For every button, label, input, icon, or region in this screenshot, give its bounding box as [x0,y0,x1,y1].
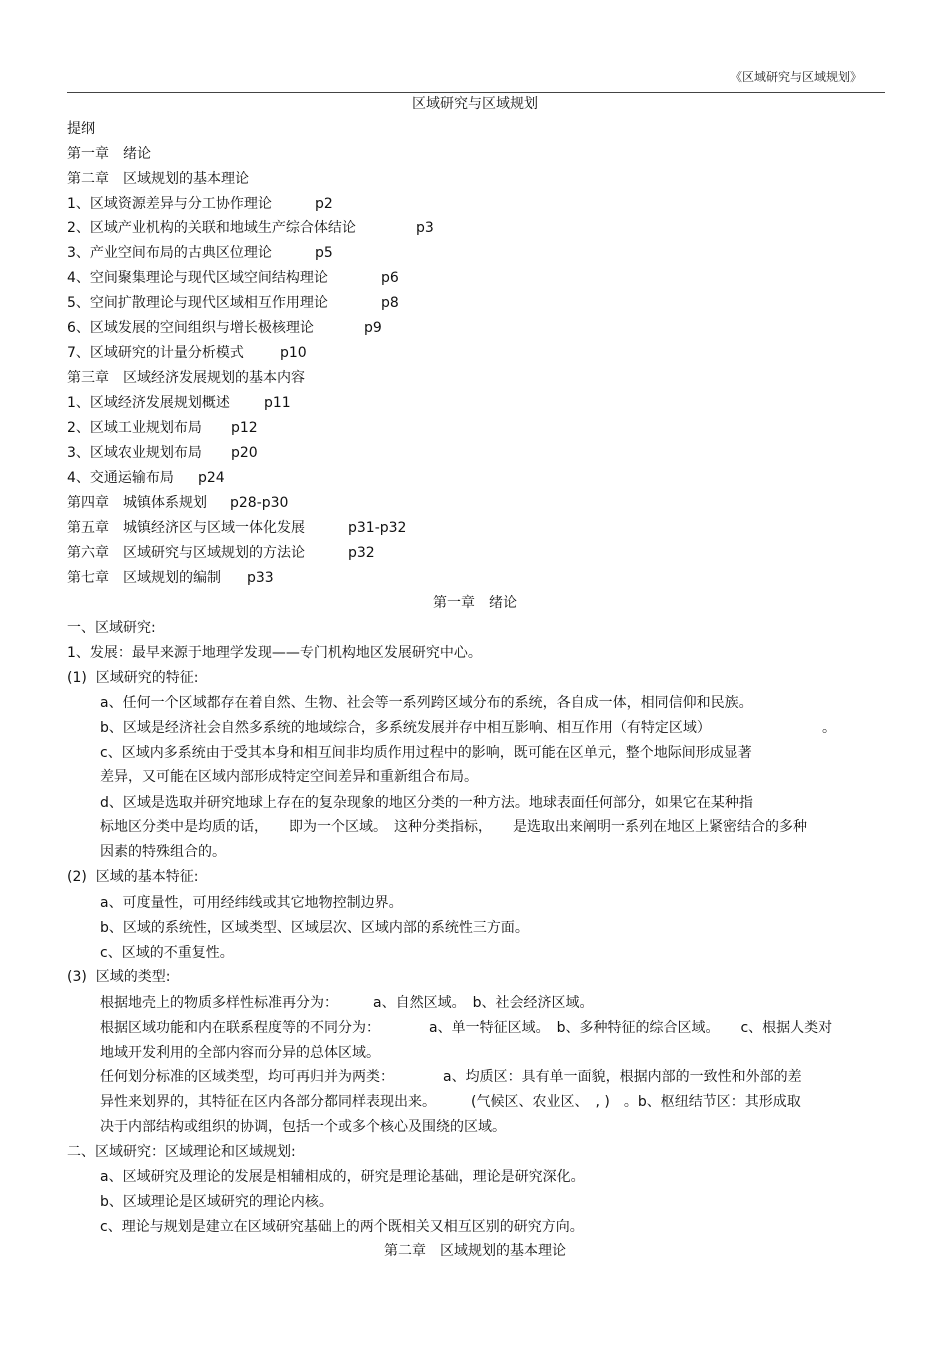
subsection-heading: (2) 区域的基本特征: [67,869,199,885]
section-heading: 二、区域研究：区域理论和区域规划: [67,1144,296,1160]
outline-chapter-6: 第六章 区域研究与区域规划的方法论 [67,545,305,561]
header-rule [67,92,885,93]
outline-page: p9 [364,320,382,336]
running-header: 《区域研究与区域规划》 [729,70,862,84]
outline-chapter-3: 第三章 区域经济发展规划的基本内容 [67,370,305,386]
paragraph: c、区域的不重复性。 [100,945,234,961]
paragraph: 根据区域功能和内在联系程度等的不同分为： a、单一特征区域。 b、多种特征的综合区域。 c、根据人类对 [100,1020,833,1036]
outline-item: 1、区域经济发展规划概述 [67,395,230,411]
paragraph: c、区域内多系统由于受其本身和相互间非均质作用过程中的影响，既可能在区单元，整个地际间形成显著 [100,745,752,761]
outline-item: 4、交通运输布局 [67,470,174,486]
outline-page: p33 [247,570,274,586]
outline-page: p5 [315,245,333,261]
paragraph: b、区域理论是区域研究的理论内核。 [100,1194,333,1210]
paragraph: 根据地壳上的物质多样性标准再分为： a、自然区域。 b、社会经济区域。 [100,995,594,1011]
outline-item: 7、区域研究的计量分析模式 [67,345,244,361]
outline-page: p12 [231,420,258,436]
outline-item: 2、区域产业机构的关联和地域生产综合体结论 [67,220,356,236]
subsection-heading: (3) 区域的类型: [67,969,171,985]
outline-page: p2 [315,196,333,212]
paragraph: a、任何一个区域都存在着自然、生物、社会等一系列跨区域分布的系统，各自成一体，相同信仰和民族。 [100,695,753,711]
outline-page: p31-p32 [348,520,407,536]
outline-page: p6 [381,270,399,286]
outline-item: 2、区域工业规划布局 [67,420,202,436]
paragraph: c、理论与规划是建立在区域研究基础上的两个既相关又相互区别的研究方向。 [100,1219,584,1235]
paragraph: 地域开发利用的全部内容而分异的总体区域。 [100,1045,380,1061]
outline-chapter-1: 第一章 绪论 [67,146,151,162]
outline-page: p28-p30 [230,495,289,511]
paragraph: 因素的特殊组合的。 [100,844,226,860]
document-title: 区域研究与区域规划 [412,96,538,112]
chapter-2-title: 第二章 区域规划的基本理论 [384,1243,566,1259]
paragraph: b、区域的系统性，区域类型、区域层次、区域内部的系统性三方面。 [100,920,529,936]
outline-chapter-4: 第四章 城镇体系规划 [67,495,207,511]
paragraph: b、区域是经济社会自然多系统的地域综合，多系统发展并存中相互影响、相互作用（有特定区域） [100,720,711,736]
outline-page: p24 [198,470,225,486]
paragraph: 决于内部结构或组织的协调，包括一个或多个核心及围绕的区域。 [100,1119,506,1135]
paragraph: 标地区分类中是均质的话， 即为一个区域。 这种分类指标， 是选取出来阐明一系列在地区上紧密结合的多种 [100,819,807,835]
paragraph: a、区域研究及理论的发展是相辅相成的，研究是理论基础，理论是研究深化。 [100,1169,585,1185]
paragraph: 差异，又可能在区域内部形成特定空间差异和重新组合布局。 [100,769,478,785]
paragraph: 异性来划界的，其特征在区内各部分都同样表现出来。 (气候区、农业区、 , ) 。b、枢纽结节区：其形成取 [100,1094,801,1110]
outline-page: p32 [348,545,375,561]
paragraph: d、区域是选取并研究地球上存在的复杂现象的地区分类的一种方法。地球表面任何部分，如果它在某种指 [100,795,753,811]
subsection-heading: (1) 区域研究的特征: [67,670,199,686]
outline-item: 5、空间扩散理论与现代区域相互作用理论 [67,295,328,311]
outline-page: p11 [264,395,291,411]
outline-page: p8 [381,295,399,311]
outline-item: 3、产业空间布局的古典区位理论 [67,245,272,261]
chapter-1-title: 第一章 绪论 [433,595,517,611]
outline-item: 4、空间聚集理论与现代区域空间结构理论 [67,270,328,286]
outline-chapter-7: 第七章 区域规划的编制 [67,570,221,586]
outline-chapter-5: 第五章 城镇经济区与区域一体化发展 [67,520,305,536]
outline-item: 6、区域发展的空间组织与增长极核理论 [67,320,314,336]
paragraph-end-mark: 。 [822,720,836,736]
paragraph: 任何划分标准的区域类型，均可再归并为两类： a、均质区：具有单一面貌，根据内部的一致性和外部的差 [100,1069,802,1085]
outline-page: p10 [280,345,307,361]
outline-chapter-2: 第二章 区域规划的基本理论 [67,171,249,187]
outline-heading: 提纲 [67,121,95,137]
outline-item: 3、区域农业规划布局 [67,445,202,461]
outline-page: p3 [416,220,434,236]
section-heading: 一、区域研究: [67,620,156,636]
outline-item: 1、区域资源差异与分工协作理论 [67,196,272,212]
paragraph: a、可度量性，可用经纬线或其它地物控制边界。 [100,895,403,911]
paragraph: 1、发展：最早来源于地理学发现——专门机构地区发展研究中心。 [67,645,482,661]
outline-page: p20 [231,445,258,461]
